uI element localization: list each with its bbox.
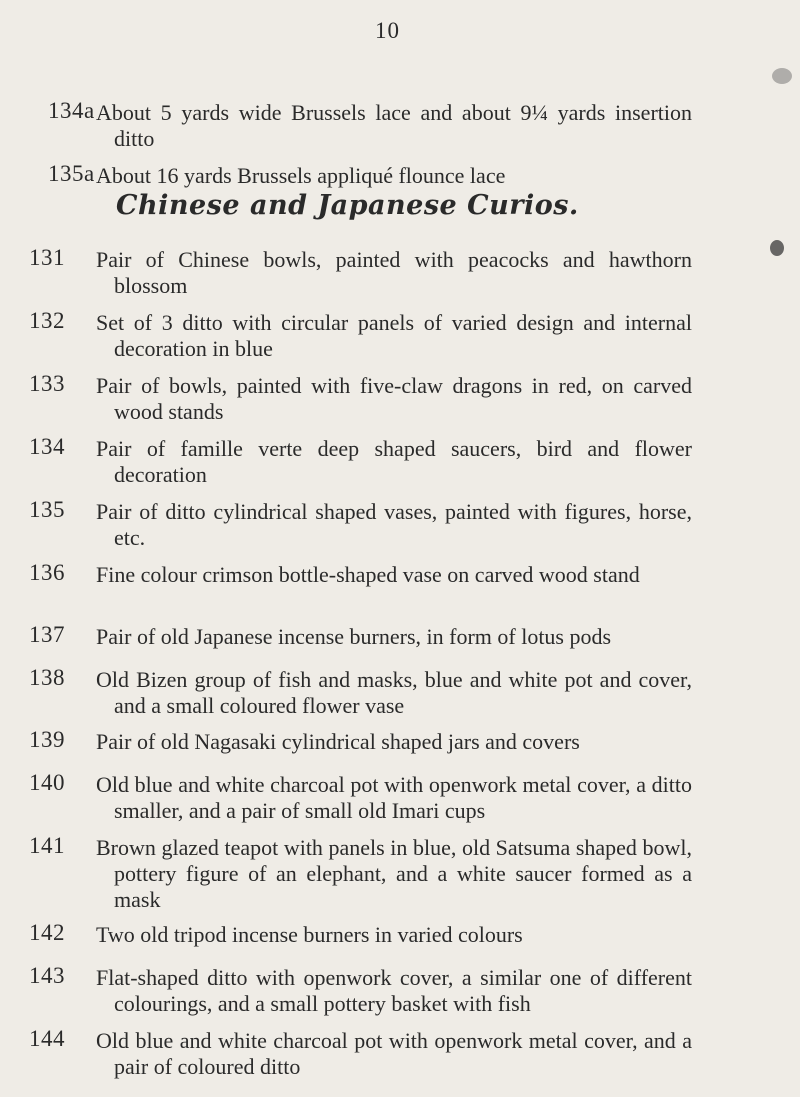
ink-smudge: [770, 240, 784, 256]
lot-description: About 16 yards Brussels appliqué flounce lace: [96, 163, 506, 188]
lot-number: 140: [29, 770, 65, 795]
lot-number: 141: [29, 833, 65, 858]
lot-description: Pair of bowls, painted with five-claw dragons in red, on carved wood stands: [96, 373, 692, 424]
lot-description: Pair of old Nagasaki cylindrical shaped jars and covers: [96, 729, 580, 754]
lot-description: Pair of famille verte deep shaped saucers, bird and flower decoration: [96, 436, 692, 487]
lot-description: Pair of ditto cylindrical shaped vases, painted with figures, horse, etc.: [96, 499, 692, 550]
lot-description: Two old tripod incense burners in varied colours: [96, 922, 523, 947]
lot-description: Pair of Chinese bowls, painted with peacocks and hawthorn blossom: [96, 247, 692, 298]
lot-number: 143: [29, 963, 65, 988]
lot-number: 135a: [48, 161, 95, 186]
lot-description: Old blue and white charcoal pot with openwork metal cover, a ditto smaller, and a pair of small old Imari cups: [96, 772, 692, 823]
section-heading: Chinese and Japanese Curios.: [116, 190, 579, 221]
lot-number: 136: [29, 560, 65, 585]
lot-description: Set of 3 ditto with circular panels of varied design and internal decoration in blue: [96, 310, 692, 361]
lot-description: Flat-shaped ditto with openwork cover, a similar one of different colourings, and a small pottery basket with fish: [96, 965, 692, 1016]
lot-number: 138: [29, 665, 65, 690]
lot-number: 132: [29, 308, 65, 333]
page-number: 10: [375, 18, 400, 43]
lot-description: Old Bizen group of fish and masks, blue and white pot and cover, and a small coloured flower vase: [96, 667, 692, 718]
lot-number: 133: [29, 371, 65, 396]
lot-number: 135: [29, 497, 65, 522]
lot-description: Old blue and white charcoal pot with openwork metal cover, and a pair of coloured ditto: [96, 1028, 692, 1079]
lot-number: 142: [29, 920, 65, 945]
lot-number: 134a: [48, 98, 95, 123]
lot-number: 139: [29, 727, 65, 752]
lot-description: Brown glazed teapot with panels in blue, old Satsuma shaped bowl, pottery figure of an elephant, and a white saucer formed as a mask: [96, 835, 692, 912]
lot-number: 137: [29, 622, 65, 647]
lot-number: 144: [29, 1026, 65, 1051]
lot-number: 131: [29, 245, 65, 270]
lot-description: Pair of old Japanese incense burners, in form of lotus pods: [96, 624, 612, 649]
lot-number: 134: [29, 434, 65, 459]
lot-description: About 5 yards wide Brussels lace and about 9¼ yards insertion ditto: [96, 100, 692, 151]
lot-description: Fine colour crimson bottle-shaped vase on carved wood stand: [96, 562, 640, 587]
ink-smudge: [772, 68, 792, 84]
